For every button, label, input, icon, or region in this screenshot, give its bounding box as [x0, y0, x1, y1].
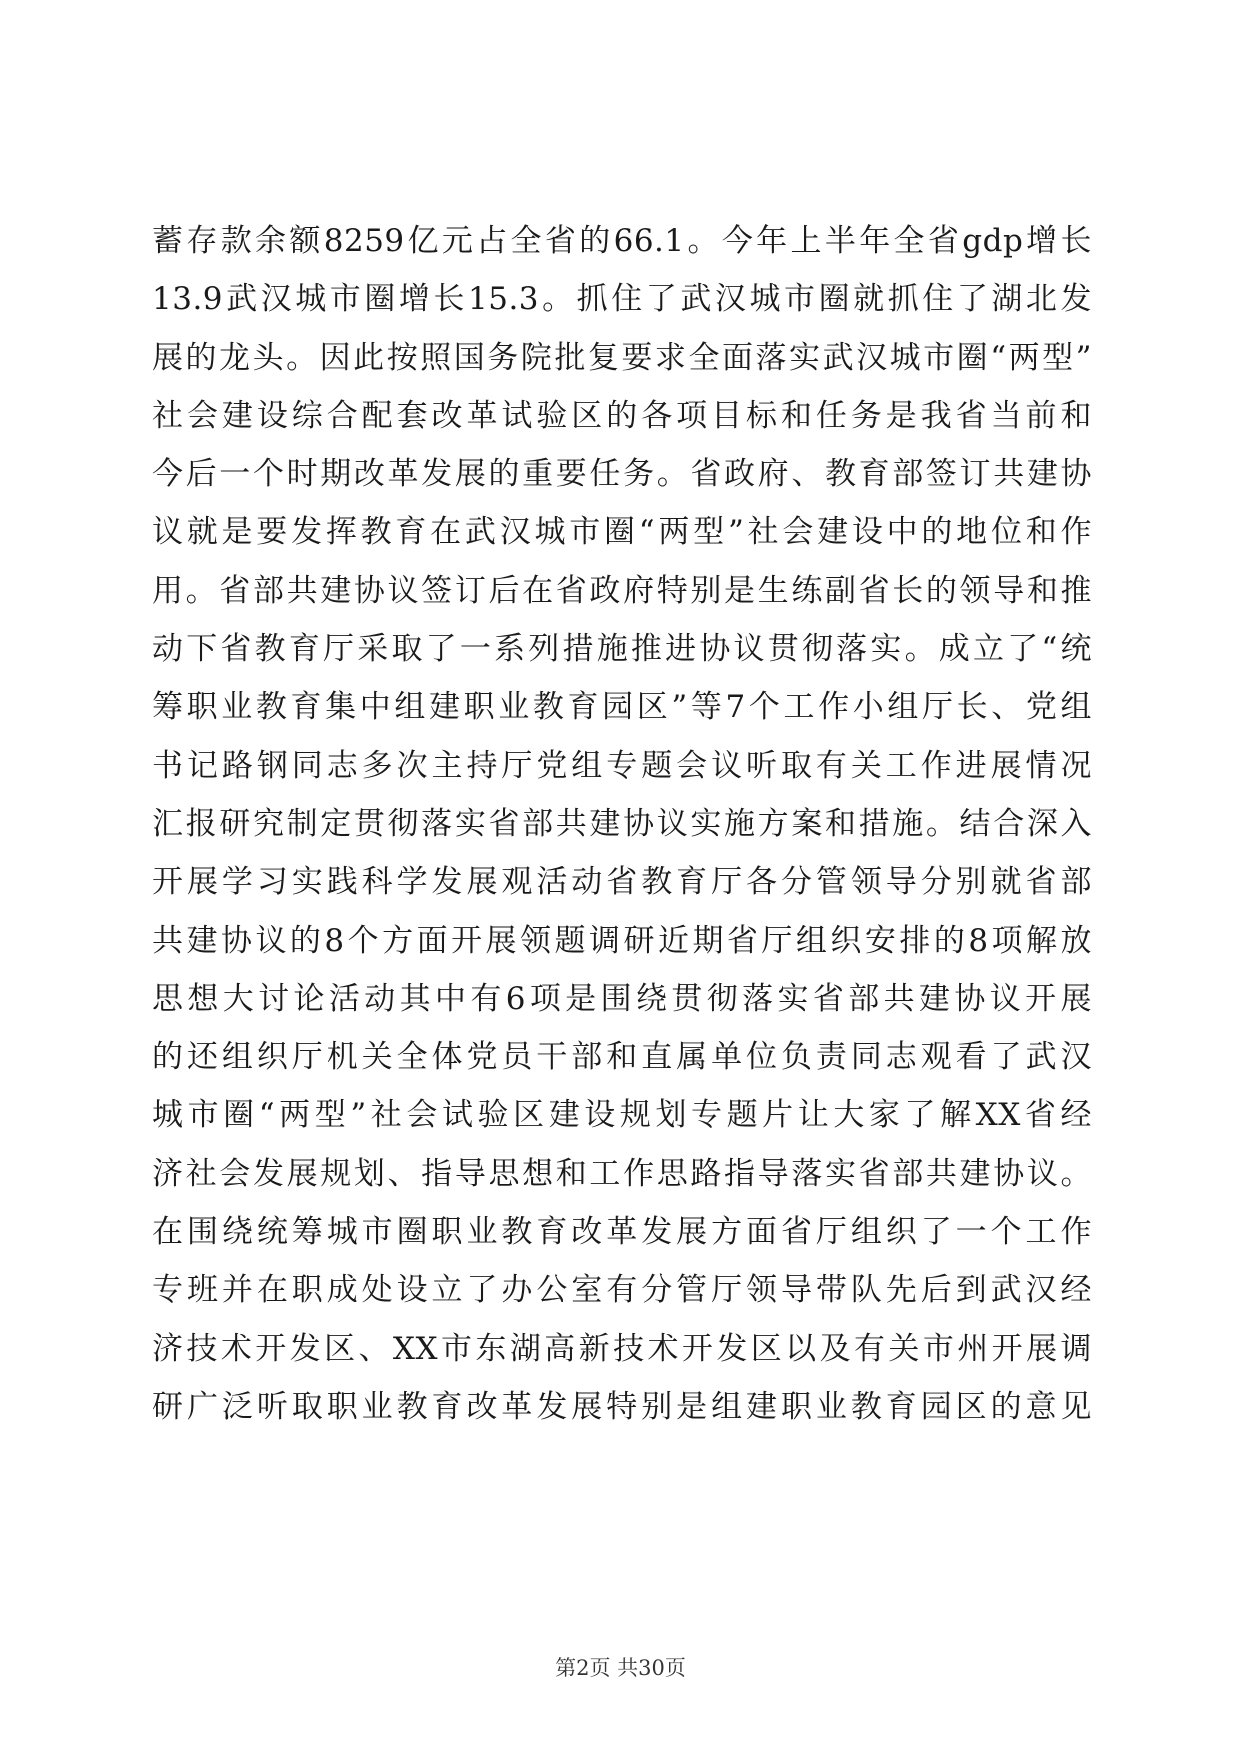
text-line: 专班并在职成处设立了办公室有分管厅领导带队先后到武汉经: [152, 1272, 1092, 1309]
text-line: 动下省教育厅采取了一系列措施推进协议贯彻落实。成立了“统: [152, 631, 1092, 668]
text-line: 济社会发展规划、指导思想和工作思路指导落实省部共建协议。: [152, 1155, 1092, 1192]
text-line: 思想大讨论活动其中有6项是围绕贯彻落实省部共建协议开展: [152, 980, 1092, 1017]
text-line: 书记路钢同志多次主持厅党组专题会议听取有关工作进展情况: [152, 747, 1092, 784]
text-line: 城市圈“两型”社会试验区建设规划专题片让大家了解XX省经: [152, 1097, 1092, 1134]
text-line: 的还组织厅机关全体党员干部和直属单位负责同志观看了武汉: [152, 1039, 1092, 1076]
text-line: 社会建设综合配套改革试验区的各项目标和任务是我省当前和: [152, 397, 1092, 434]
text-line: 开展学习实践科学发展观活动省教育厅各分管领导分别就省部: [152, 864, 1092, 901]
text-line: 蓄存款余额8259亿元占全省的66.1。今年上半年全省gdp增长: [152, 223, 1092, 259]
text-line: 在围绕统筹城市圈职业教育改革发展方面省厅组织了一个工作: [152, 1214, 1092, 1251]
text-line: 研广泛听取职业教育改革发展特别是组建职业教育园区的意见: [152, 1388, 1092, 1425]
text-line: 济技术开发区、XX市东湖高新技术开发区以及有关市州开展调: [152, 1330, 1092, 1367]
text-line: 议就是要发挥教育在武汉城市圈“两型”社会建设中的地位和作: [152, 514, 1092, 551]
text-line: 筹职业教育集中组建职业教育园区”等7个工作小组厅长、党组: [152, 689, 1092, 726]
page-footer: 第2页 共30页: [555, 1656, 686, 1680]
text-line: 展的龙头。因此按照国务院批复要求全面落实武汉城市圈“两型”: [152, 339, 1092, 376]
text-line: 用。省部共建协议签订后在省政府特别是生练副省长的领导和推: [152, 572, 1092, 609]
text-line: 13.9武汉城市圈增长15.3。抓住了武汉城市圈就抓住了湖北发: [152, 281, 1092, 318]
text-line: 共建协议的8个方面开展领题调研近期省厅组织安排的8项解放: [152, 922, 1092, 959]
body-text: [152, 212, 1092, 1436]
text-line: 今后一个时期改革发展的重要任务。省政府、教育部签订共建协: [152, 456, 1092, 493]
text-line: 汇报研究制定贯彻落实省部共建协议实施方案和措施。结合深入: [152, 805, 1092, 842]
